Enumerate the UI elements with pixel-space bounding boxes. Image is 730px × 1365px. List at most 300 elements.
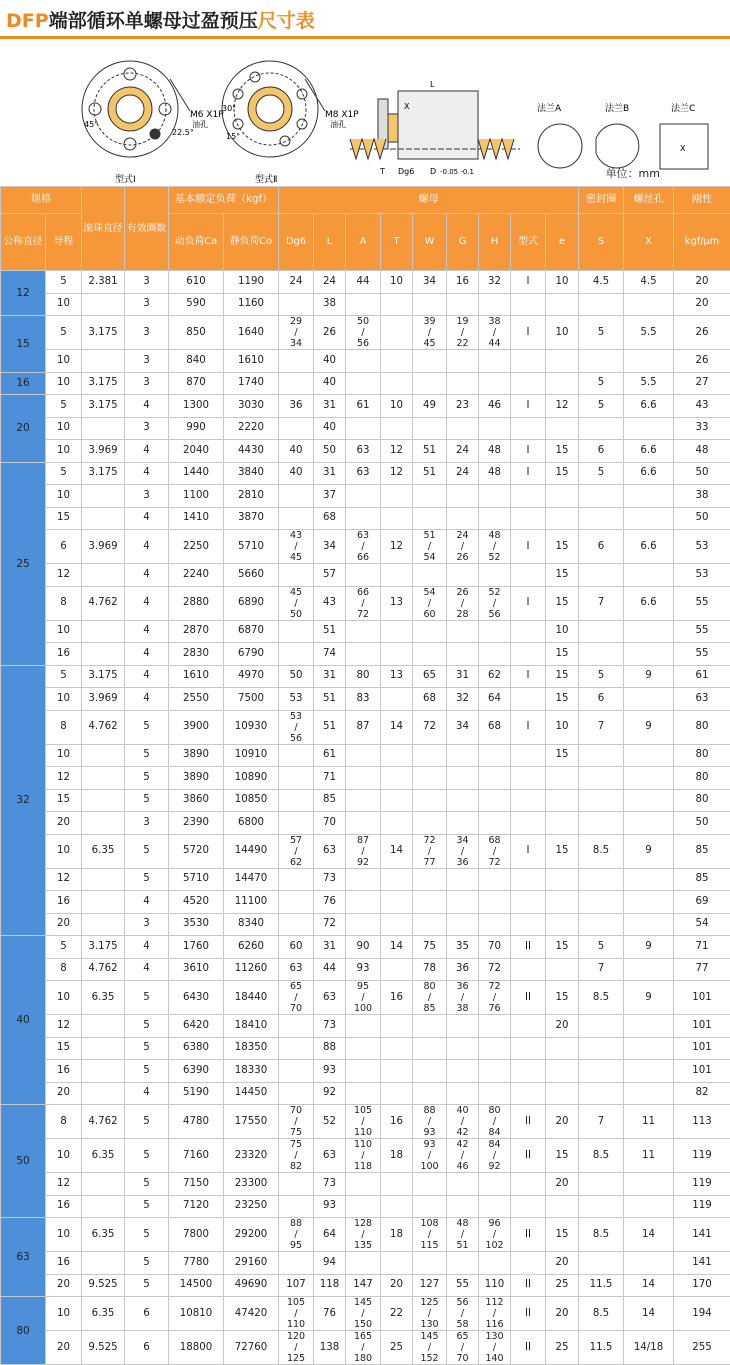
- table-cell: 9: [624, 665, 674, 688]
- table-cell: 14/18: [624, 1331, 674, 1365]
- table-cell: 2810: [224, 485, 279, 508]
- table-cell: 10: [46, 372, 82, 395]
- table-row: [1, 350, 730, 373]
- table-cell: 74: [314, 643, 346, 666]
- table-cell: [624, 417, 674, 440]
- table-cell: [579, 507, 624, 530]
- table-row: [1, 485, 730, 508]
- table-cell: [82, 485, 125, 508]
- table-cell: 14470: [224, 868, 279, 891]
- table-cell: 4: [125, 620, 169, 643]
- table-cell: [381, 744, 413, 767]
- table-cell: [579, 1015, 624, 1038]
- table-cell: [413, 1060, 447, 1083]
- table-cell: [624, 688, 674, 711]
- table-cell: [624, 1015, 674, 1038]
- header-a: A: [346, 214, 381, 271]
- cell-nominal-diameter: 16: [1, 372, 46, 395]
- table-cell: 127: [413, 1274, 447, 1297]
- table-row: [1, 767, 730, 790]
- table-cell: 25: [381, 1331, 413, 1365]
- table-cell: [447, 417, 479, 440]
- table-cell: 5710: [169, 868, 224, 891]
- table-cell: [511, 350, 546, 373]
- header-dg6: Dg6: [279, 214, 314, 271]
- table-cell: 10: [546, 271, 579, 294]
- table-cell: [511, 958, 546, 981]
- table-cell: II: [511, 1105, 546, 1139]
- table-cell: 5: [579, 395, 624, 418]
- table-cell: [82, 620, 125, 643]
- table-cell: 37: [314, 485, 346, 508]
- table-cell: [624, 744, 674, 767]
- nut-side-view: [350, 91, 520, 159]
- table-cell: 10910: [224, 744, 279, 767]
- table-cell: [447, 350, 479, 373]
- table-cell: 6: [579, 688, 624, 711]
- table-row: [1, 744, 730, 767]
- table-cell: [381, 789, 413, 812]
- table-cell: 4: [125, 665, 169, 688]
- table-cell: 72: [413, 710, 447, 744]
- table-cell: [381, 1173, 413, 1196]
- table-cell: 70 / 75: [279, 1105, 314, 1139]
- table-cell: 6260: [224, 936, 279, 959]
- table-cell: [624, 1173, 674, 1196]
- table-cell: 194: [674, 1297, 730, 1331]
- table-cell: 73: [314, 1015, 346, 1038]
- table-cell: [381, 485, 413, 508]
- table-cell: 3.175: [82, 665, 125, 688]
- table-cell: 145 / 152: [413, 1331, 447, 1365]
- table-cell: 18410: [224, 1015, 279, 1038]
- table-cell: [511, 372, 546, 395]
- table-cell: 8.5: [579, 834, 624, 868]
- table-cell: 4: [125, 530, 169, 564]
- table-cell: 38: [674, 485, 730, 508]
- table-cell: [346, 643, 381, 666]
- table-cell: [546, 372, 579, 395]
- cell-nominal-diameter: 12: [1, 271, 46, 316]
- table-cell: [447, 485, 479, 508]
- table-cell: 15: [546, 564, 579, 587]
- table-cell: 3: [125, 372, 169, 395]
- table-cell: [381, 958, 413, 981]
- table-cell: 80: [346, 665, 381, 688]
- table-cell: [546, 485, 579, 508]
- table-row: [1, 293, 730, 316]
- table-cell: 6430: [169, 981, 224, 1015]
- table-cell: [479, 564, 511, 587]
- table-cell: 18440: [224, 981, 279, 1015]
- table-cell: 7780: [169, 1252, 224, 1275]
- table-cell: 93: [346, 958, 381, 981]
- header-load: 基本额定负荷（kgf）: [169, 187, 279, 214]
- table-cell: 38: [314, 293, 346, 316]
- table-cell: [413, 1195, 447, 1218]
- table-cell: 3: [125, 417, 169, 440]
- table-cell: 16: [447, 271, 479, 294]
- table-cell: [546, 1060, 579, 1083]
- table-cell: [479, 293, 511, 316]
- table-cell: [381, 688, 413, 711]
- table-cell: 3.175: [82, 316, 125, 350]
- table-cell: [546, 789, 579, 812]
- table-cell: [546, 1195, 579, 1218]
- table-cell: [346, 789, 381, 812]
- table-cell: 16: [46, 891, 82, 914]
- table-cell: 50: [314, 440, 346, 463]
- table-cell: [82, 744, 125, 767]
- table-cell: [579, 744, 624, 767]
- title-bar: [0, 0, 730, 39]
- table-cell: 8.5: [579, 1218, 624, 1252]
- table-cell: [579, 789, 624, 812]
- table-cell: 6: [579, 440, 624, 463]
- table-cell: 3890: [169, 767, 224, 790]
- table-cell: 16: [381, 981, 413, 1015]
- table-cell: 6.6: [624, 586, 674, 620]
- table-row: [1, 913, 730, 936]
- table-cell: 24: [447, 440, 479, 463]
- table-row: [1, 981, 730, 1015]
- table-cell: 16: [46, 643, 82, 666]
- table-cell: [346, 507, 381, 530]
- table-cell: 10: [46, 981, 82, 1015]
- table-cell: 113: [674, 1105, 730, 1139]
- table-cell: [624, 350, 674, 373]
- table-cell: 12: [46, 1173, 82, 1196]
- table-cell: 15: [546, 586, 579, 620]
- table-cell: 50: [674, 507, 730, 530]
- table-cell: 2390: [169, 812, 224, 835]
- table-cell: [381, 1060, 413, 1083]
- angle-15-label: 15°: [226, 132, 240, 141]
- table-cell: 10: [46, 834, 82, 868]
- table-cell: 87: [346, 710, 381, 744]
- table-cell: 26: [674, 350, 730, 373]
- header-turns: 有效圈数: [125, 187, 169, 271]
- table-cell: [447, 1015, 479, 1038]
- table-cell: 88: [314, 1037, 346, 1060]
- table-cell: 15: [546, 665, 579, 688]
- table-cell: 61: [346, 395, 381, 418]
- type2-label: 型式Ⅱ: [255, 173, 277, 185]
- table-cell: [381, 316, 413, 350]
- table-row: [1, 1173, 730, 1196]
- table-cell: [413, 1037, 447, 1060]
- table-cell: [447, 744, 479, 767]
- table-cell: [624, 789, 674, 812]
- table-cell: 26: [674, 316, 730, 350]
- table-cell: [579, 891, 624, 914]
- table-row: [1, 1139, 730, 1173]
- table-row: [1, 1274, 730, 1297]
- table-cell: 10: [46, 350, 82, 373]
- table-cell: 8: [46, 710, 82, 744]
- oil-hole-label-1: 油孔: [192, 119, 208, 129]
- table-cell: [447, 1037, 479, 1060]
- table-cell: [511, 417, 546, 440]
- table-cell: 44: [346, 271, 381, 294]
- table-cell: 20: [46, 1082, 82, 1105]
- table-cell: 9: [624, 710, 674, 744]
- table-cell: 16: [46, 1060, 82, 1083]
- table-cell: 128 / 135: [346, 1218, 381, 1252]
- table-cell: [381, 293, 413, 316]
- table-cell: 80 / 84: [479, 1105, 511, 1139]
- table-cell: 34: [447, 710, 479, 744]
- table-cell: [82, 812, 125, 835]
- table-cell: 3030: [224, 395, 279, 418]
- table-cell: 5: [125, 710, 169, 744]
- table-cell: [447, 789, 479, 812]
- table-cell: 6.35: [82, 1297, 125, 1331]
- table-cell: 12: [46, 564, 82, 587]
- table-cell: 51: [314, 710, 346, 744]
- table-cell: 50: [674, 812, 730, 835]
- table-cell: 53 / 56: [279, 710, 314, 744]
- table-cell: 31: [314, 395, 346, 418]
- table-cell: 3.969: [82, 440, 125, 463]
- table-cell: 7500: [224, 688, 279, 711]
- table-cell: 14490: [224, 834, 279, 868]
- table-cell: [381, 564, 413, 587]
- table-cell: 52: [314, 1105, 346, 1139]
- table-cell: [82, 507, 125, 530]
- table-cell: [381, 372, 413, 395]
- table-cell: [579, 293, 624, 316]
- table-cell: [579, 417, 624, 440]
- table-cell: [279, 868, 314, 891]
- table-cell: [279, 372, 314, 395]
- table-cell: 18800: [169, 1331, 224, 1365]
- table-cell: [279, 1195, 314, 1218]
- table-cell: [413, 507, 447, 530]
- table-cell: 23: [447, 395, 479, 418]
- table-cell: 19 / 22: [447, 316, 479, 350]
- table-cell: [579, 812, 624, 835]
- table-cell: 14: [381, 710, 413, 744]
- header-h: H: [479, 214, 511, 271]
- table-cell: 12: [381, 462, 413, 485]
- table-cell: [546, 507, 579, 530]
- table-cell: 10: [46, 440, 82, 463]
- table-cell: [381, 891, 413, 914]
- table-cell: 48 / 52: [479, 530, 511, 564]
- table-cell: 110: [479, 1274, 511, 1297]
- header-g: G: [447, 214, 479, 271]
- table-cell: [82, 767, 125, 790]
- table-cell: 63: [674, 688, 730, 711]
- angle-30-label: 30°: [222, 104, 236, 113]
- table-cell: 55: [447, 1274, 479, 1297]
- table-cell: [279, 1173, 314, 1196]
- table-cell: I: [511, 316, 546, 350]
- table-cell: [82, 293, 125, 316]
- table-cell: 8: [46, 958, 82, 981]
- table-cell: 36: [447, 958, 479, 981]
- table-cell: 20: [674, 271, 730, 294]
- table-cell: 6.6: [624, 440, 674, 463]
- cell-nominal-diameter: 63: [1, 1218, 46, 1297]
- table-cell: 48: [674, 440, 730, 463]
- table-cell: 5190: [169, 1082, 224, 1105]
- table-cell: [346, 1173, 381, 1196]
- table-cell: II: [511, 1297, 546, 1331]
- table-cell: 23320: [224, 1139, 279, 1173]
- table-cell: 6.35: [82, 1139, 125, 1173]
- table-cell: 10810: [169, 1297, 224, 1331]
- table-cell: 5: [125, 744, 169, 767]
- table-cell: II: [511, 1331, 546, 1365]
- table-cell: I: [511, 395, 546, 418]
- table-cell: [346, 891, 381, 914]
- table-cell: 5: [125, 1139, 169, 1173]
- table-cell: 6.35: [82, 834, 125, 868]
- table-cell: 5: [579, 462, 624, 485]
- table-cell: [546, 417, 579, 440]
- table-cell: 14: [381, 834, 413, 868]
- table-cell: [279, 744, 314, 767]
- table-cell: [479, 891, 511, 914]
- table-cell: 93 / 100: [413, 1139, 447, 1173]
- table-cell: 7: [579, 958, 624, 981]
- table-cell: 3: [125, 271, 169, 294]
- table-cell: 107: [279, 1274, 314, 1297]
- table-cell: 5: [125, 834, 169, 868]
- table-cell: 5: [125, 767, 169, 790]
- table-cell: [479, 372, 511, 395]
- table-cell: 20: [546, 1252, 579, 1275]
- table-cell: [279, 891, 314, 914]
- table-cell: 840: [169, 350, 224, 373]
- table-cell: 4.762: [82, 710, 125, 744]
- table-cell: [346, 812, 381, 835]
- table-cell: 10: [46, 485, 82, 508]
- table-cell: [624, 620, 674, 643]
- table-cell: [413, 891, 447, 914]
- table-cell: 3840: [224, 462, 279, 485]
- table-cell: 5: [579, 665, 624, 688]
- table-body: [1, 271, 730, 1365]
- table-cell: [381, 350, 413, 373]
- table-cell: 24 / 26: [447, 530, 479, 564]
- table-cell: 7: [579, 1105, 624, 1139]
- table-cell: 45 / 50: [279, 586, 314, 620]
- header-x: X: [624, 214, 674, 271]
- table-cell: [82, 868, 125, 891]
- table-cell: [346, 868, 381, 891]
- table-cell: 850: [169, 316, 224, 350]
- table-cell: 3.969: [82, 688, 125, 711]
- table-cell: 20: [46, 913, 82, 936]
- table-cell: 39 / 45: [413, 316, 447, 350]
- table-cell: [579, 1060, 624, 1083]
- table-cell: [82, 913, 125, 936]
- table-cell: [82, 643, 125, 666]
- type1-label: 型式Ⅰ: [115, 173, 136, 185]
- table-cell: 18330: [224, 1060, 279, 1083]
- table-cell: 48: [479, 462, 511, 485]
- table-cell: [82, 564, 125, 587]
- table-cell: [279, 1082, 314, 1105]
- table-row: [1, 1331, 730, 1365]
- header-e: e: [546, 214, 579, 271]
- table-cell: [413, 417, 447, 440]
- table-cell: 4430: [224, 440, 279, 463]
- table-row: [1, 372, 730, 395]
- table-cell: [546, 868, 579, 891]
- table-cell: 43: [314, 586, 346, 620]
- table-cell: 4780: [169, 1105, 224, 1139]
- table-cell: 20: [46, 1274, 82, 1297]
- table-row: [1, 643, 730, 666]
- dim-x-label: X: [404, 102, 410, 111]
- table-cell: 3: [125, 350, 169, 373]
- table-cell: 40: [279, 440, 314, 463]
- table-cell: 8340: [224, 913, 279, 936]
- table-cell: 57: [314, 564, 346, 587]
- table-cell: 16: [46, 1252, 82, 1275]
- table-cell: [624, 868, 674, 891]
- cell-nominal-diameter: 50: [1, 1105, 46, 1218]
- table-cell: [413, 350, 447, 373]
- table-cell: 90: [346, 936, 381, 959]
- table-cell: 62: [479, 665, 511, 688]
- table-cell: [346, 913, 381, 936]
- table-cell: [511, 1173, 546, 1196]
- dim-l-label: L: [430, 80, 435, 89]
- table-cell: [511, 744, 546, 767]
- table-cell: 88 / 93: [413, 1105, 447, 1139]
- table-cell: 14: [624, 1297, 674, 1331]
- table-cell: 11: [624, 1105, 674, 1139]
- table-cell: [511, 643, 546, 666]
- table-cell: 590: [169, 293, 224, 316]
- table-cell: 10: [46, 688, 82, 711]
- table-cell: 3.969: [82, 530, 125, 564]
- header-nut: 螺母: [279, 187, 579, 214]
- title-prefix: DFP: [6, 10, 49, 32]
- table-cell: 2220: [224, 417, 279, 440]
- table-cell: 15: [546, 462, 579, 485]
- table-cell: 12: [46, 1015, 82, 1038]
- table-cell: 1410: [169, 507, 224, 530]
- table-cell: [279, 417, 314, 440]
- table-cell: 170: [674, 1274, 730, 1297]
- table-cell: [82, 417, 125, 440]
- table-cell: [381, 507, 413, 530]
- table-cell: 16: [46, 1195, 82, 1218]
- cell-nominal-diameter: 40: [1, 936, 46, 1105]
- table-row: [1, 1105, 730, 1139]
- table-cell: 610: [169, 271, 224, 294]
- table-cell: [479, 1060, 511, 1083]
- table-cell: 1610: [169, 665, 224, 688]
- table-cell: 20: [546, 1015, 579, 1038]
- table-cell: [279, 1252, 314, 1275]
- table-cell: [479, 1195, 511, 1218]
- table-cell: 55: [674, 586, 730, 620]
- table-cell: 24: [314, 271, 346, 294]
- table-cell: 7: [579, 710, 624, 744]
- table-cell: 4: [125, 507, 169, 530]
- table-cell: [479, 913, 511, 936]
- table-row: [1, 868, 730, 891]
- table-cell: 9: [624, 936, 674, 959]
- table-cell: [624, 1195, 674, 1218]
